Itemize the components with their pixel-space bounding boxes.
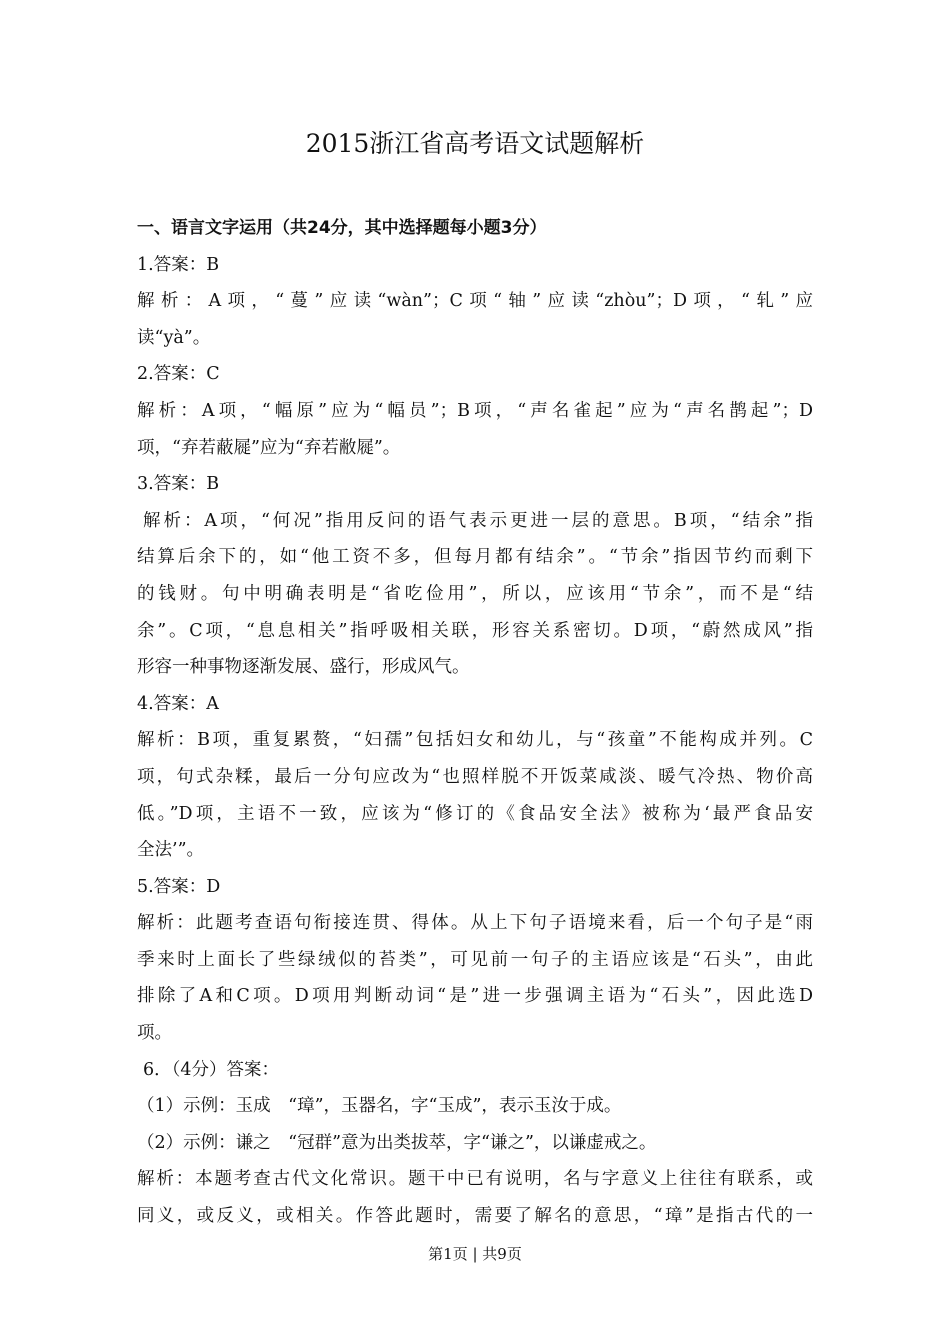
analysis-line: 解析：A项，“何况”指用反问的语气表示更进一层的意思。B项，“结余”指 xyxy=(143,510,813,531)
analysis-line: 季来时上面长了些绿绒似的苔类”，可见前一句子的主语应该是“石头”，由此 xyxy=(137,949,813,970)
analysis-line: 形容一种事物逐渐发展、盛行，形成风气。 xyxy=(137,657,470,678)
analysis-line: 低。”D项，主语不一致，应该为“修订的《食品安全法》被称为‘最严食品安 xyxy=(137,803,813,824)
analysis-line: 解析：此题考查语句衔接连贯、得体。从上下句子语境来看，后一个句子是“雨 xyxy=(137,913,813,934)
analysis-line: 余”。C项，“息息相关”指呼吸相关联，形容关系密切。D项，“蔚然成风”指 xyxy=(137,620,813,641)
answer-line: 5.答案：D xyxy=(137,876,221,897)
answer-line: 4.答案：A xyxy=(137,693,219,714)
analysis-line: 结算后余下的，如“他工资不多，但每月都有结余”。“节余”指因节约而剩下 xyxy=(137,547,813,568)
document-title: 2015浙江省高考语文试题解析 xyxy=(305,129,645,158)
analysis-line: 项。 xyxy=(137,1023,172,1044)
answer-line: 1.答案：B xyxy=(137,254,220,275)
analysis-line: 解析：A项，“幅原”应为“幅员”；B项，“声名雀起”应为“声名鹊起”；D xyxy=(137,400,813,421)
example-line: （2）示例：谦之 “冠群”意为出类拔萃，字“谦之”，以谦虚戒之。 xyxy=(137,1132,657,1153)
document-body xyxy=(137,210,813,1235)
analysis-line: 读“yà”。 xyxy=(137,327,211,348)
analysis-line: 项，“弃若蔽屣”应为“弃若敝屣”。 xyxy=(137,437,401,458)
analysis-line: 解析：A项，“蔓”应读“wàn”；C项“轴”应读“zhòu”；D项，“轧”应 xyxy=(137,291,813,312)
analysis-line: 的钱财。句中明确表明是“省吃俭用”，所以，应该用“节余”，而不是“结 xyxy=(137,583,813,604)
page-footer: 第1页 | 共9页 xyxy=(428,1245,522,1263)
example-line: （1）示例：玉成 “璋”，玉器名，字“玉成”，表示玉汝于成。 xyxy=(137,1096,622,1117)
analysis-line: 项，句式杂糅，最后一分句应改为“也照样脱不开饭菜咸淡、暖气冷热、物价高 xyxy=(137,766,813,787)
analysis-line: 解析：本题考查古代文化常识。题干中已有说明，名与字意义上往往有联系，或 xyxy=(137,1169,813,1190)
analysis-line: 排除了A和C项。D项用判断动词“是”进一步强调主语为“石头”，因此选D xyxy=(137,986,813,1007)
analysis-line: 同义，或反义，或相关。作答此题时，需要了解名的意思，“璋”是指古代的一 xyxy=(137,1206,813,1227)
section-heading: 一、语言文字运用（共24分，其中选择题每小题3分） xyxy=(137,218,547,238)
analysis-line: 解析：B项，重复累赘，“妇孺”包括妇女和幼儿，与“孩童”不能构成并列。C xyxy=(137,730,813,751)
analysis-line: 全法’”。 xyxy=(137,840,205,861)
answer-line: 2.答案：C xyxy=(137,364,220,385)
answer-line: 3.答案：B xyxy=(137,474,220,495)
answer-line: 6．（4分）答案： xyxy=(143,1059,280,1080)
